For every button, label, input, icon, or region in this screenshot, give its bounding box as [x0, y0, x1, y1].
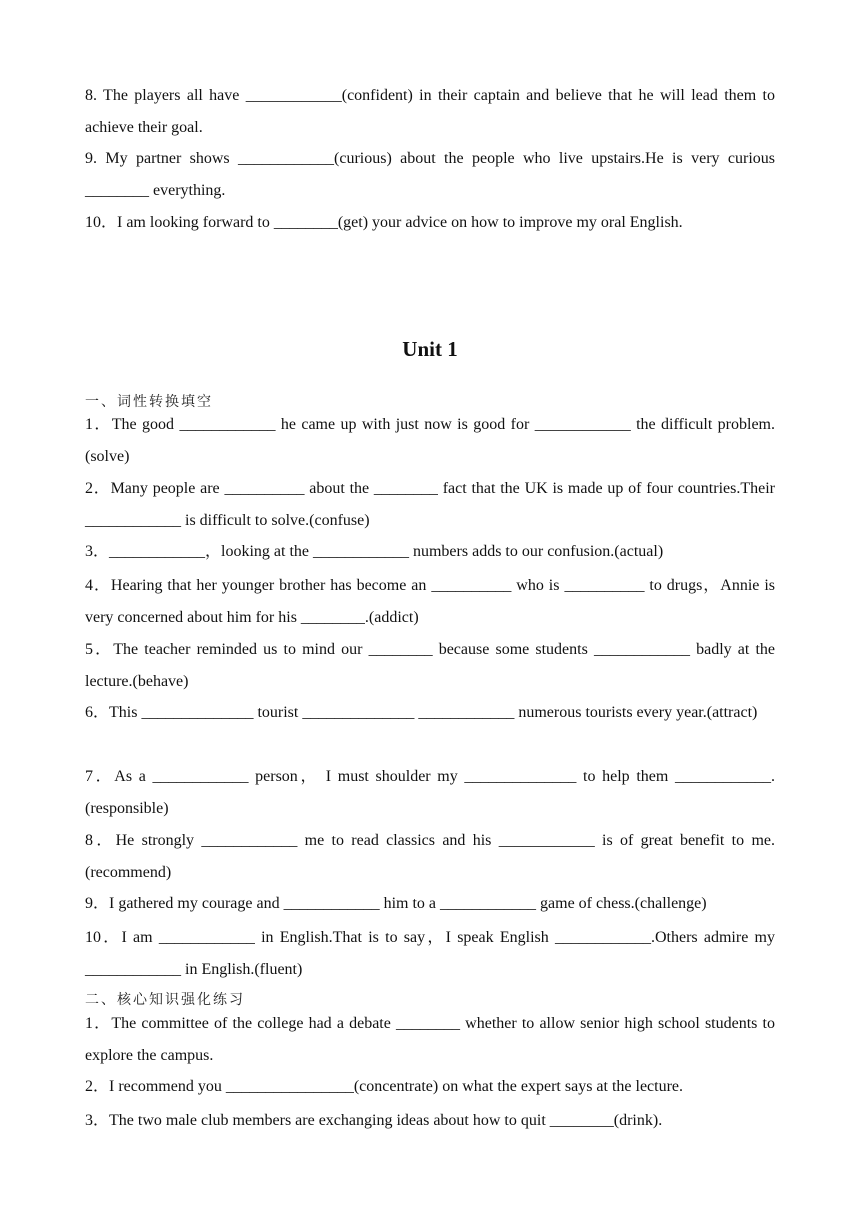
- section-1-item-4: 4．Hearing that her younger brother has become an __________ who is __________ to drugs，Annie is very concerned about him for his ________.(addict): [85, 577, 776, 626]
- section-1-item-1: 1．The good ____________ he came up with just now is good for ____________ the difficult problem.(solve): [85, 416, 775, 465]
- section-1-item-9: 9．I gathered my courage and ____________ him to a ____________ game of chess.(challenge): [85, 895, 707, 912]
- exercise-item-top-10: 10．I am looking forward to ________(get) your advice on how to improve my oral English.: [85, 214, 683, 231]
- section-2-heading: 二、核心知识强化练习: [85, 992, 245, 1008]
- unit-title: Unit 1: [402, 337, 458, 361]
- section-1-item-3: 3．____________，looking at the ____________ numbers adds to our confusion.(actual): [85, 543, 664, 560]
- section-2-item-3: 3．The two male club members are exchanging ideas about how to quit ________(drink).: [85, 1112, 663, 1129]
- section-2-item-1: 1．The committee of the college had a debate ________ whether to allow senior high school students to explore the campus.: [85, 1015, 775, 1064]
- section-1-item-5: 5．The teacher reminded us to mind our ________ because some students ____________ badly at the lecture.(behave): [85, 641, 775, 690]
- exercise-item-top-8: 8. The players all have ____________(confident) in their captain and believe that he will lead them to achieve their goal.: [85, 87, 775, 136]
- section-1-item-2: 2．Many people are __________ about the ________ fact that the UK is made up of four countries.Their ____________ is difficult to solve.(confuse): [85, 480, 775, 529]
- section-2-item-2: 2．I recommend you ________________(concentrate) on what the expert says at the lecture.: [85, 1078, 684, 1095]
- exercise-item-top-9: 9. My partner shows ____________(curious) about the people who live upstairs.He is very curious ________ everything.: [85, 150, 775, 199]
- section-1-item-7: 7．As a ____________ person， I must shoulder my ______________ to help them ____________.(responsible): [85, 768, 775, 817]
- section-1-item-10: 10．I am ____________ in English.That is to say，I speak English ____________.Others admire my ____________ in English.(fluent): [85, 929, 775, 978]
- section-1-item-6: 6．This ______________ tourist ______________ ____________ numerous tourists every year.(attract): [85, 704, 758, 721]
- section-1-item-8: 8．He strongly ____________ me to read classics and his ____________ is of great benefit to me.(recommend): [85, 832, 775, 881]
- section-1-heading: 一、词性转换填空: [85, 394, 213, 410]
